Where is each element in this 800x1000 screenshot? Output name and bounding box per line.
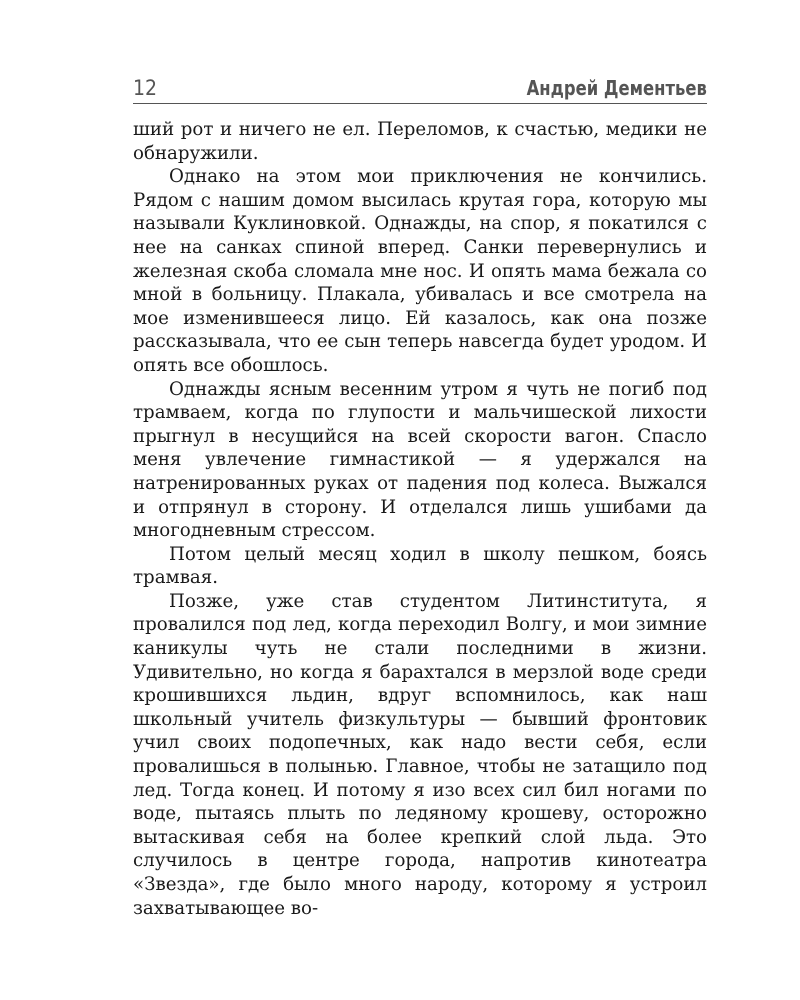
paragraph: Потом целый месяц ходил в школу пешком, боясь трамвая. — [133, 543, 707, 589]
running-title: Андрей Дементьев — [526, 76, 707, 100]
paragraph: Однако на этом мои приключения не кончились. Рядом с нашим домом высилась крутая гора, которую мы называли Куклиновкой. Однажды, на спор, я покатился с нее на санках спиной вперед. Санки перевернулись и железная скоба сломала мне нос. И опять мама бежала со мной в больницу. Плакала, убивалась и все смотрела на мое изменившееся лицо. Ей казалось, как она позже рассказывала, что ее сын теперь навсегда будет уродом. И опять все обошлось. — [133, 166, 707, 376]
body-text — [133, 118, 707, 920]
paragraph: Позже, уже став студентом Литинститута, я провалился под лед, когда переходил Волгу, и мои зимние каникулы чуть не стали последними в жизни. Удивительно, но когда я барахтался в мерзлой воде среди крошившихся льдин, вдруг вспомнилось, как наш школьный учитель физкультуры — бывший фронтовик учил своих подопечных, как надо вести себя, если провалишься в полынью. Главное, чтобы не затащило под лед. Тогда конец. И потому я изо всех сил бил ногами по воде, пытаясь плыть по ледяному крошеву, осторожно вытаскивая себя на более крепкий слой льда. Это случилось в центре города, напротив кинотеатра «Звезда», где было много народу, которому я устроил захватывающее во- — [133, 590, 707, 919]
paragraph: ший рот и ничего не ел. Переломов, к счастью, медики не обнаружили. — [133, 119, 707, 164]
page-header — [133, 70, 707, 104]
page-number: 12 — [133, 76, 158, 100]
book-page — [133, 70, 707, 920]
paragraph: Однажды ясным весенним утром я чуть не погиб под трамваем, когда по глупости и мальчишеской лихости прыгнул в несущийся на всей скорости вагон. Спасло меня увлечение гимнастикой — я удержался на натренированных руках от падения под колеса. Выжался и отпрянул в сторону. И отделался лишь ушибами да многодневным стрессом. — [133, 378, 707, 542]
